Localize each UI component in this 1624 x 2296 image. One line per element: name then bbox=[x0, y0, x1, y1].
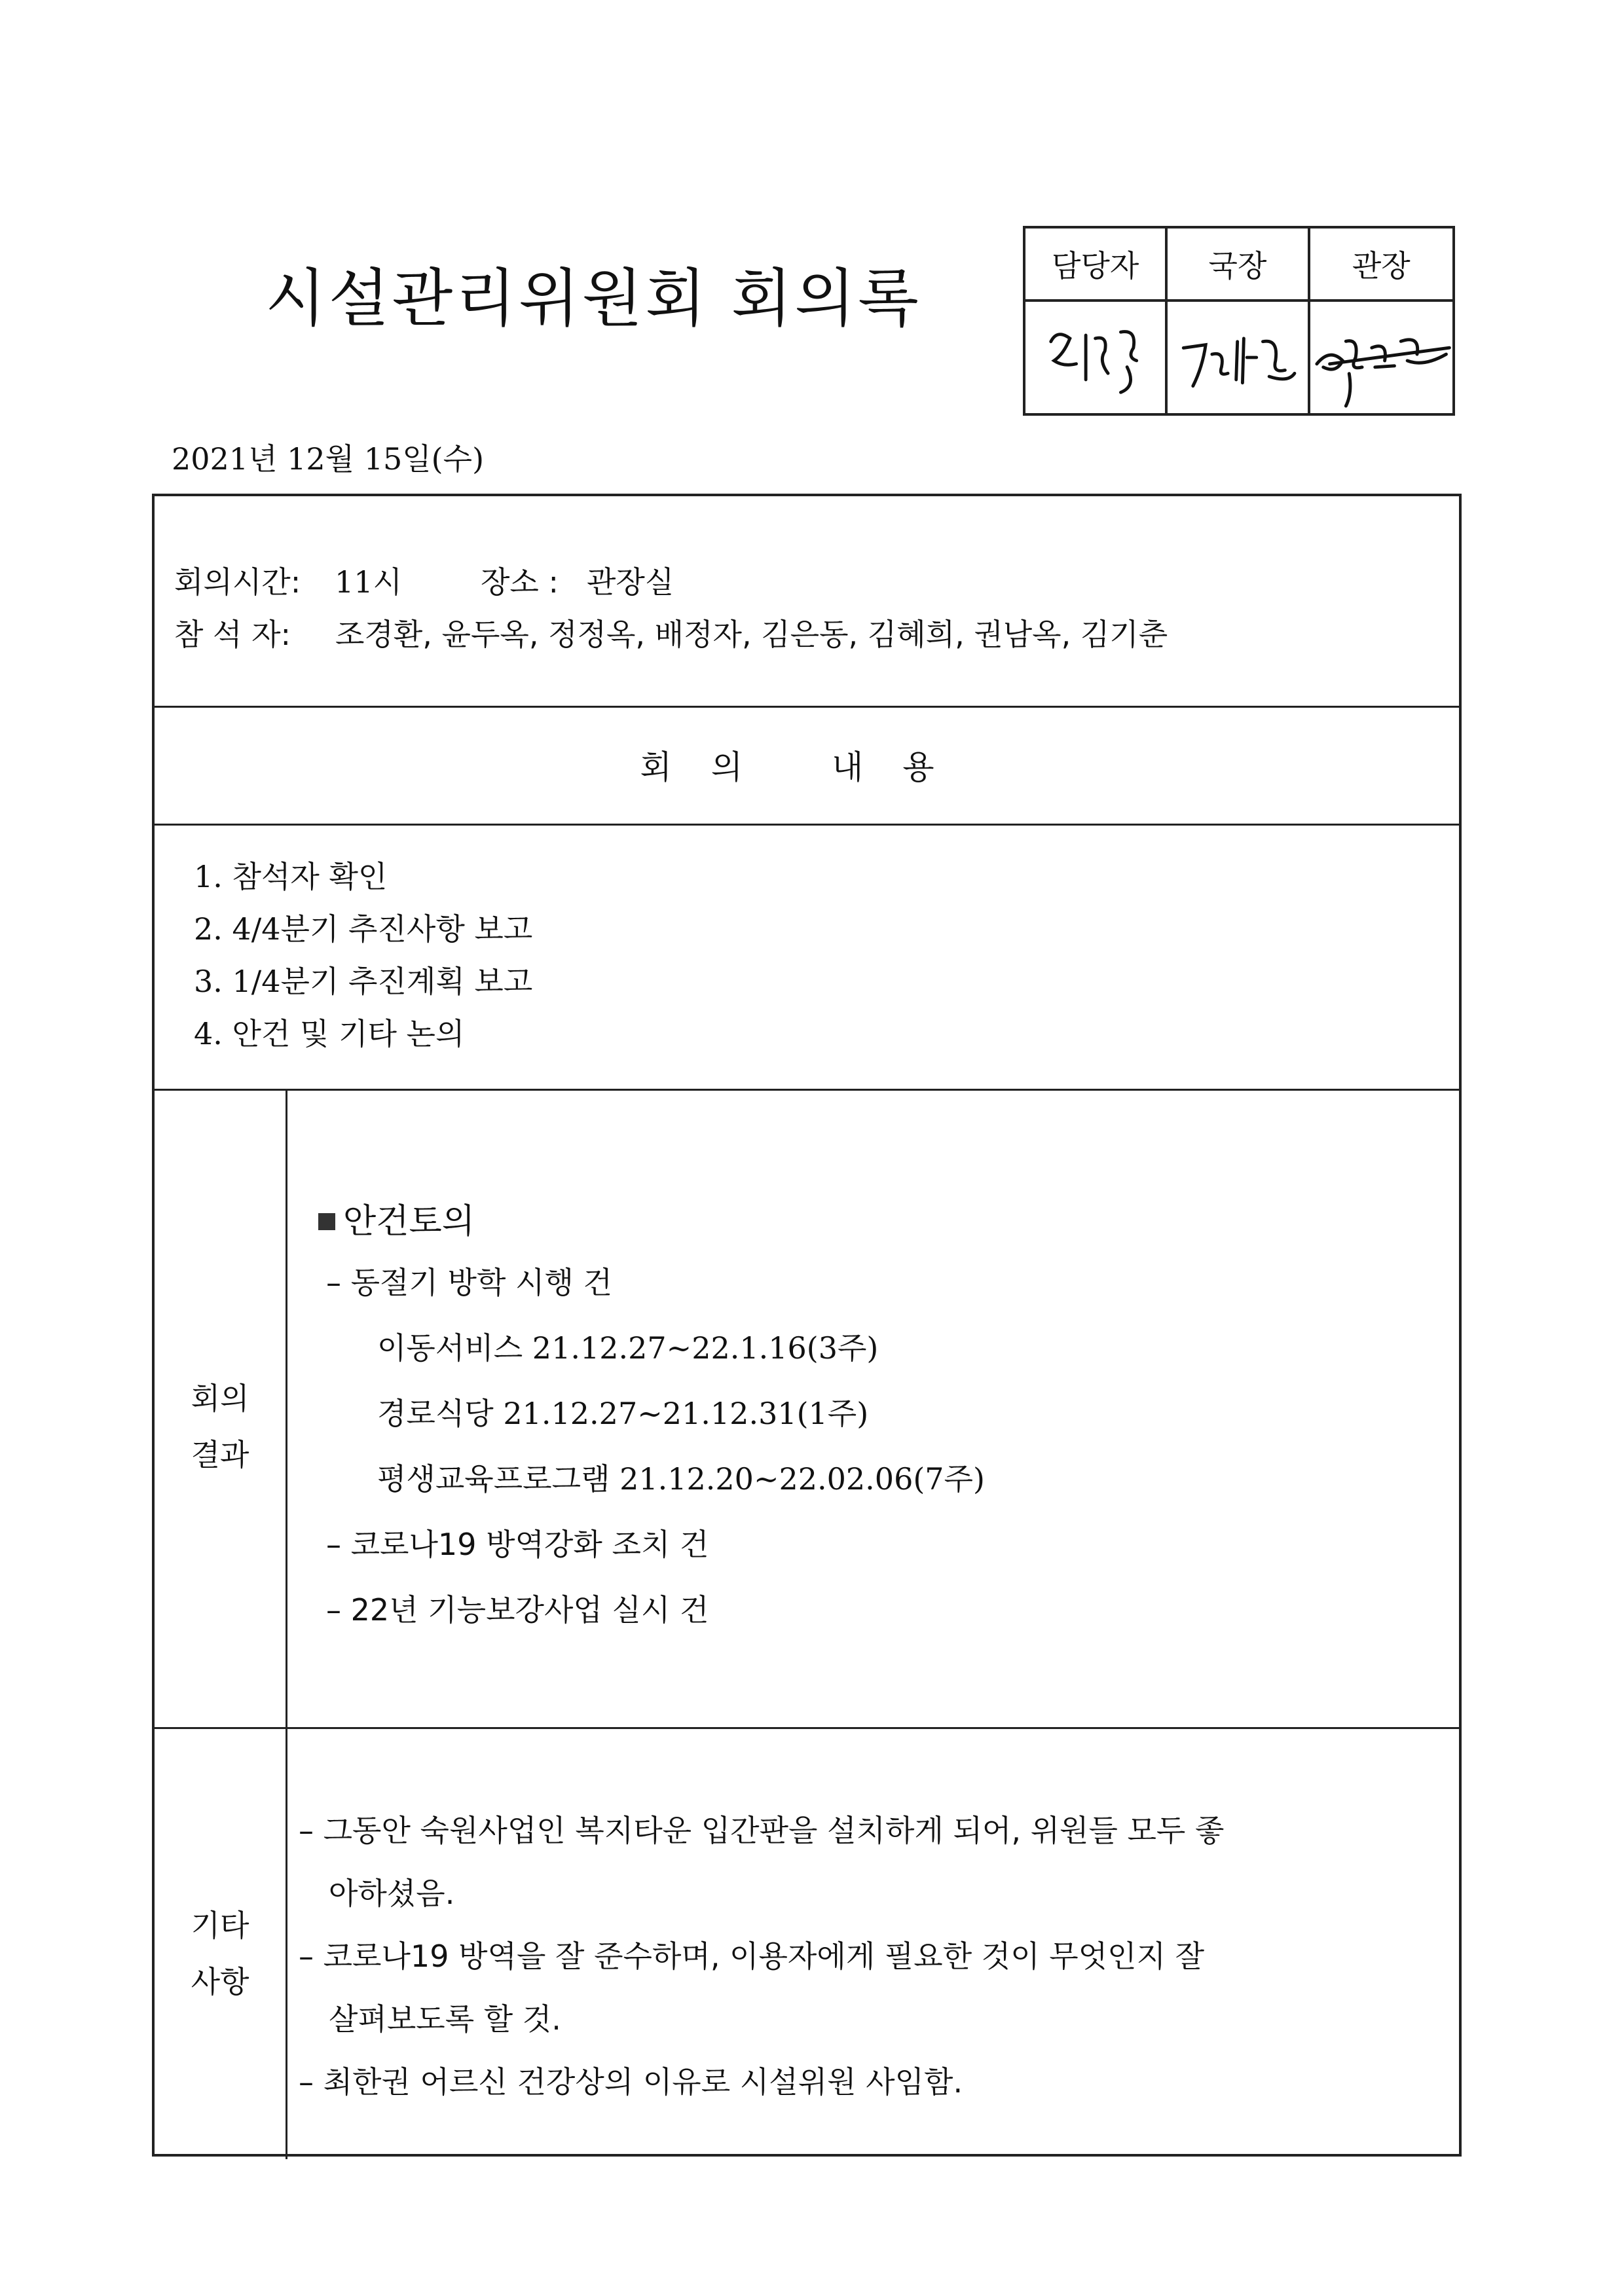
meeting-date: 2021년 12월 15일(수) bbox=[172, 441, 485, 477]
minutes-frame bbox=[152, 494, 1462, 2157]
divider bbox=[155, 1727, 1459, 1729]
attendees-label: 참 석 자: bbox=[174, 617, 291, 652]
label-column-divider bbox=[286, 1089, 287, 2159]
agenda-item: 2. 4/4분기 추진사항 보고 bbox=[194, 911, 533, 947]
meeting-time-label: 회의시간: bbox=[174, 564, 301, 600]
other-note-line: 아하셨음. bbox=[329, 1876, 455, 1911]
other-notes bbox=[299, 1799, 1451, 2113]
approval-header-manager: 담당자 bbox=[1025, 228, 1168, 302]
results-label: 회의 결과 bbox=[191, 1381, 249, 1472]
result-item: – 22년 기능보강사업 실시 건 bbox=[326, 1592, 709, 1628]
result-sub-item: 경로식당 21.12.27~21.12.31(1주) bbox=[377, 1396, 869, 1431]
other-note-line: 살펴보도록 할 것. bbox=[329, 2001, 561, 2037]
meeting-time-value: 11시 bbox=[335, 564, 402, 600]
handwritten-signature-manager bbox=[1025, 302, 1165, 413]
signature-chief bbox=[1310, 302, 1452, 413]
attendees-list: 조경환, 윤두옥, 정정옥, 배정자, 김은동, 김혜희, 권남옥, 김기춘 bbox=[335, 617, 1168, 652]
divider bbox=[155, 1089, 1459, 1091]
agenda-item: 1. 참석자 확인 bbox=[194, 859, 388, 894]
other-note-line: – 그동안 숙원사업인 복지타운 입간판을 설치하게 되어, 위원들 모두 좋 bbox=[299, 1813, 1225, 1848]
handwritten-signature-chief bbox=[1310, 302, 1452, 413]
approval-table bbox=[1023, 226, 1455, 416]
approval-header-chief: 관장 bbox=[1310, 228, 1452, 302]
signature-manager bbox=[1025, 302, 1168, 413]
signature-director bbox=[1168, 302, 1310, 413]
results-section-title: 안건토의 bbox=[318, 1194, 475, 1243]
document-title: 시설관리위원회 회의록 bbox=[265, 262, 921, 335]
other-note-line: – 최한권 어르신 건강상의 이유로 시설위원 사임함. bbox=[299, 2064, 963, 2100]
other-note-line: – 코로나19 방역을 잘 준수하며, 이용자에게 필요한 것이 무엇인지 잘 bbox=[299, 1939, 1205, 1974]
result-sub-item: 이동서비스 21.12.27~22.1.16(3주) bbox=[377, 1330, 879, 1366]
approval-header-director: 국장 bbox=[1168, 228, 1310, 302]
meeting-place-label: 장소 : bbox=[481, 564, 559, 600]
meeting-place-value: 관장실 bbox=[587, 564, 674, 600]
handwritten-signature-director bbox=[1168, 302, 1307, 413]
content-heading: 회의 내용 bbox=[640, 748, 974, 786]
other-label: 기타 사항 bbox=[191, 1908, 249, 1999]
result-item: – 코로나19 방역강화 조치 건 bbox=[326, 1527, 709, 1562]
agenda-item: 4. 안건 및 기타 논의 bbox=[194, 1016, 465, 1051]
result-item: – 동절기 방학 시행 건 bbox=[326, 1265, 612, 1300]
agenda-item: 3. 1/4분기 추진계획 보고 bbox=[194, 964, 533, 999]
divider bbox=[155, 824, 1459, 826]
result-sub-item: 평생교육프로그램 21.12.20~22.02.06(7주) bbox=[377, 1461, 985, 1497]
square-bullet-icon bbox=[318, 1213, 335, 1230]
